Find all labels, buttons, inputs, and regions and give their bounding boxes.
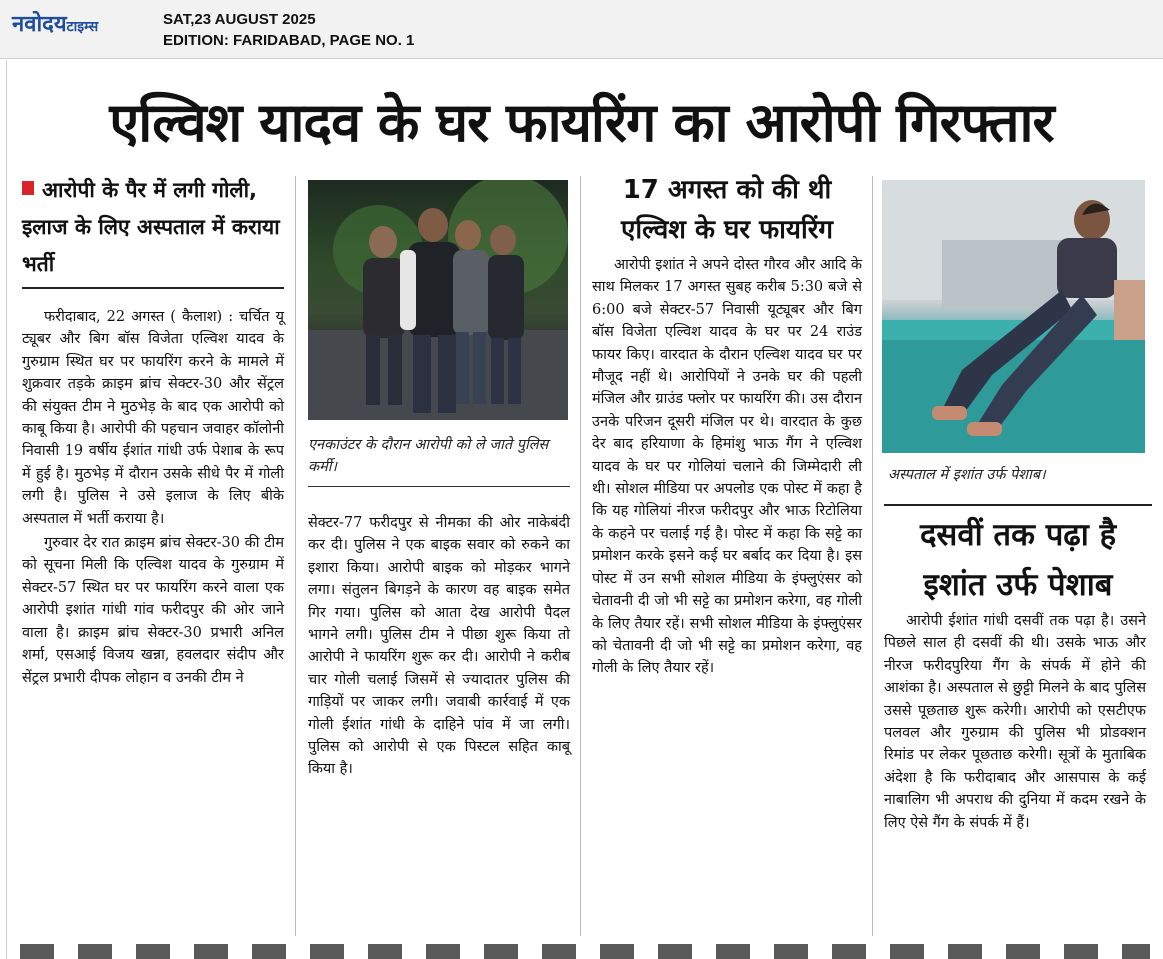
red-bullet-icon [22,181,34,195]
subheadline-injury [22,172,284,289]
column-divider [872,176,873,936]
masthead-bar [0,0,1163,59]
police-escort-illustration [308,180,568,420]
subheadline-education: दसवीं तक पढ़ा है इशांत उर्फ पेशाब [884,504,1152,610]
logo-suffix: टाइम्स [66,19,99,35]
newspaper-logo[interactable] [12,8,98,38]
hospital-bed-illustration [882,180,1145,453]
article-headline: एल्विश यादव के घर फायरिंग का आरोपी गिरफ्तार [109,91,1054,154]
logo-text: नवोदय [12,12,67,37]
encounter-photo-caption: एनकाउंटर के दौरान आरोपी को ले जाते पुलिस कर्मी। [308,434,570,487]
column-1 [22,306,284,689]
column-4 [884,610,1146,834]
col1-paragraph-1: फरीदाबाद, 22 अगस्त ( कैलाश) : चर्चित यू ट्यूबर और बिग बॉस विजेता एल्विश यादव के गुरुग्राम स्थित घर पर फायरिंग करने के मामले में शुक्रवार तड़के क्राइम ब्रांच सेक्टर-30 और सेंट्रल की संयुक्त टीम ने मुठभेड़ के बाद एक आरोपी को काबू किया है। आरोपी की पहचान जवाहर कॉलोनी निवासी 19 वर्षीय ईशांत गांधी उर्फ पेशाब के रूप में हुई है। मुठभेड़ में दौरान उसके सीधे पैर में गोली लगी है। पुलिस ने उसे इलाज के लिए बीके अस्पताल में भर्ती कराया है। [22,309,284,527]
edition-meta [163,9,414,51]
edition-page: EDITION: FARIDABAD, PAGE NO. 1 [163,32,415,49]
encounter-photo [308,180,568,420]
edition-date: SAT,23 AUGUST 2025 [163,11,316,28]
hospital-photo [882,180,1145,453]
col3-paragraph: आरोपी इशांत ने अपने दोस्त गौरव और आदि के साथ मिलकर 17 अगस्त सुबह करीब 5:30 बजे से 6:00 बजे सेक्टर-57 निवासी यूट्यूबर और बिग बॉस विजेता एल्विश यादव के घर पर 24 राउंड फायर किए। वारदात के दौरान एल्विश यादव घर पर मौजूद नहीं थे। आरोपियों ने उनके घर की पहली मंजिल और ग्राउंड फ्लोर पर फायरिंग की। उस दौरान उनके परिजन दूसरी मंजिल पर थे। वारदात के कुछ देर बाद हरियाणा के हिमांशु भाऊ गैंग ने एल्विश यादव के घर पर गोलियां चलाने की जिम्मेदारी ली थी। सोशल मीडिया पर अपलोड एक पोस्ट में कहा है कि यह गोलियां नीरज फरीदपुर और भाऊ रिटोलिया के कहने पर चलाई गई है। पोस्ट में कहा कि सट्टे का प्रमोशन करके इसने कई घर बर्बाद कर दिया है। इस पोस्ट में उन सभी सोशल मीडिया के इंफ्लुएंसर को चेतावनी दी जो भी सट्टे का प्रमोशन करेगा, वह गोली के लिए तैयार रहें। सभी सोशल मीडिया के इंफ्लुएंसर को चेतावनी दी जो भी सट्टे का प्रमोशन करेगा, वह गोली के लिए तैयार रहें। [592,257,862,677]
col2-paragraph: सेक्टर-77 फरीदपुर से नीमका की ओर नाकेबंदी कर दी। पुलिस ने एक बाइक सवार को रुकने का इशारा किया। आरोपी बाइक को मोड़कर भागने लगा। संतुलन बिगड़ने के कारण वह बाइक समेत गिर गया। पुलिस को आता देख आरोपी पैदल भागने लगी। पुलिस टीम ने पीछा शुरू किया तो आरोपी ने फायरिंग शुरू कर दी। आरोपी ने करीब चार गोली चलाई जिसमें से ज्यादातर पुलिस की गाड़ियों पर जाकर लगी। जवाबी कार्रवाई में एक गोली ईशांत गांधी के दाहिने पांव में जा लगी। पुलिस को आरोपी से एक पिस्टल सहित काबू किया है। [308,515,570,778]
column-divider [295,176,296,936]
subheadline-firing-date: 17 अगस्त को की थी एल्विश के घर फायरिंग [621,175,833,245]
column-divider [580,176,581,936]
hospital-photo-caption: अस्पताल में इशांत उर्फ पेशाब। [888,467,1046,483]
col1-paragraph-2: गुरुवार देर रात क्राइम ब्रांच सेक्टर-30 की टीम को सूचना मिली कि एल्विश यादव के गुरुग्राम में सेक्टर-57 स्थित घर पर फायरिंग करने वाला एक आरोपी इशांत गांधी गांव फरीदपुर की ओर जाने वाला है। क्राइम ब्रांच सेक्टर-30 प्रभारी अनिल शर्मा, एसआई विजय खन्ना, हवलदार संदीप और सेंट्रल प्रभारी दीपक लोहान व उनकी टीम ने [22,535,284,686]
subheadline-injury-text: आरोपी के पैर में लगी गोली, इलाज के लिए अस्पताल में कराया भर्ती [22,178,280,276]
column-3 [592,254,862,680]
next-article-cutoff [20,944,1150,959]
col4-paragraph: आरोपी ईशांत गांधी दसवीं तक पढ़ा है। उसने पिछले साल ही दसवीं की थी। उसके भाऊ और नीरज फरीदपुरिया गैंग के संपर्क में होने की आशंका है। अस्पताल से छुट्टी मिलने के बाद पुलिस उससे पूछताछ शुरू करेगी। आरोपी को एसटीएफ पलवल और गुरुग्राम की पुलिस भी प्रोडक्शन रिमांड पर लेकर पूछताछ करेगी। सूत्रों के मुताबिक अंदेशा है कि फरीदाबाद और आसपास के कई नाबालिग भी अपराध की दुनिया में कदम रखने के लिए ऐसे गैंग के संपर्क में हैं। [884,613,1146,831]
column-2 [308,512,570,781]
